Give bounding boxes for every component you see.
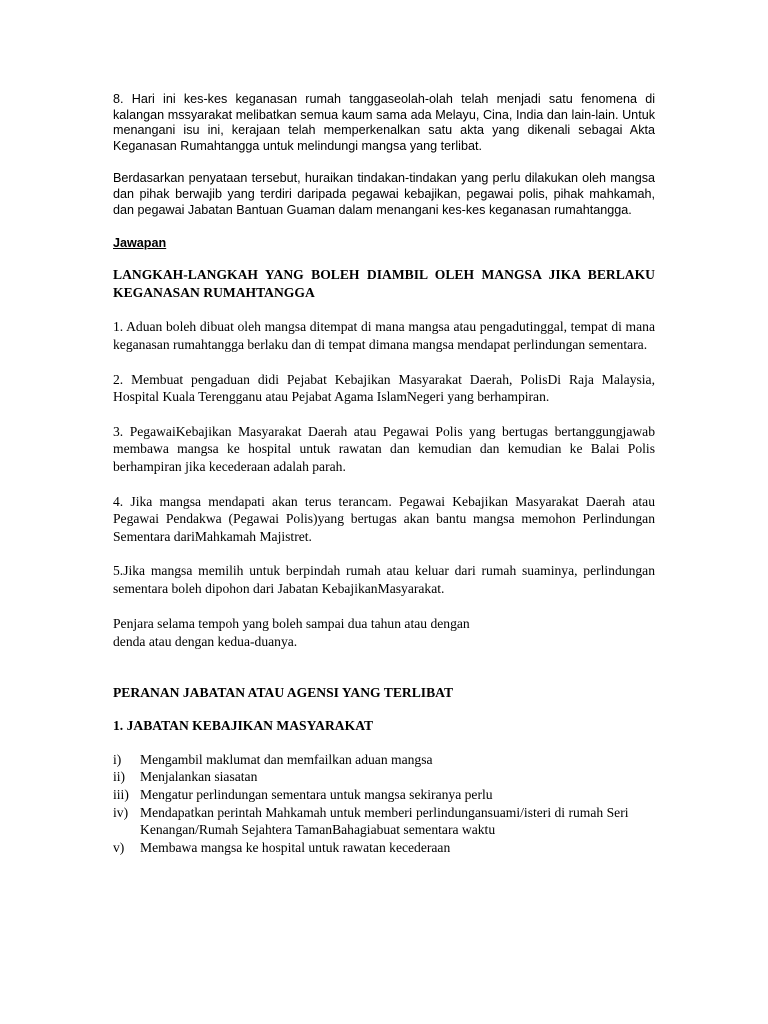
step-4: 4. Jika mangsa mendapati akan terus terancam. Pegawai Kebajikan Masyarakat Daerah atau Pegawai Pendakwa (Pegawai Polis)yang bertugas akan bantu mangsa memohon Perlindungan Sementara dariMahkamah Majistret. bbox=[113, 493, 655, 544]
list-item-text: Membawa mangsa ke hospital untuk rawatan kecederaan bbox=[140, 839, 451, 855]
list-item bbox=[113, 804, 655, 839]
penalty-paragraph bbox=[113, 615, 655, 650]
jkm-list bbox=[113, 751, 655, 857]
step-3: 3. PegawaiKebajikan Masyarakat Daerah atau Pegawai Polis yang bertugas bertanggungjawab membawa mangsa ke hospital untuk rawatan dan kemudian dan kemudian ke Balai Polis berhampiran jika kecederaan adalah parah. bbox=[113, 423, 655, 474]
list-item-text: Mendapatkan perintah Mahkamah untuk memberi perlindungansuami/isteri di rumah Seri Kenangan/Rumah Sejahtera TamanBahagiabuat sementara waktu bbox=[140, 804, 629, 838]
penalty-line-2: denda atau dengan kedua-duanya. bbox=[113, 634, 298, 650]
jkm-heading: 1. JABATAN KEBAJIKAN MASYARAKAT bbox=[113, 718, 374, 734]
list-item bbox=[113, 751, 655, 769]
step-2: 2. Membuat pengaduan didi Pejabat Kebajikan Masyarakat Daerah, PolisDi Raja Malaysia, Hospital Kuala Terengganu atau Pejabat Agama IslamNegeri yang berhampiran. bbox=[113, 371, 655, 405]
list-item-number: iii) bbox=[113, 787, 129, 803]
question-paragraph-2: Berdasarkan penyataan tersebut, huraikan tindakan-tindakan yang perlu dilakukan oleh mangsa dan pihak berwajib yang terdiri daripada pegawai kebajikan, pegawai polis, pihak mahkamah, dan pegawai Jabatan Bantuan Guaman dalam menangani kes-kes keganasan rumahtangga. bbox=[113, 171, 655, 217]
list-item-text: Mengambil maklumat dan memfailkan aduan mangsa bbox=[140, 751, 433, 767]
document-page bbox=[113, 92, 655, 856]
list-item-number: iv) bbox=[113, 804, 129, 820]
list-item-text: Menjalankan siasatan bbox=[140, 769, 258, 785]
steps-heading: LANGKAH-LANGKAH YANG BOLEH DIAMBIL OLEH MANGSA JIKA BERLAKU KEGANASAN RUMAHTANGGA bbox=[113, 267, 655, 300]
list-item bbox=[113, 768, 655, 786]
answer-label: Jawapan bbox=[113, 236, 167, 251]
question-paragraph-1: 8. Hari ini kes-kes keganasan rumah tanggaseolah-olah telah menjadi satu fenomena di kalangan mssyarakat melibatkan semua kaum sama ada Melayu, Cina, India dan lain-lain. Untuk menangani isu ini, kerajaan telah memperkenalkan satu akta yang dikenali sebagai Akta Keganasan Rumahtangga untuk melindungi mangsa yang terlibat. bbox=[113, 92, 655, 153]
list-item-number: v) bbox=[113, 839, 125, 855]
step-1: 1. Aduan boleh dibuat oleh mangsa ditempat di mana mangsa atau pengadutinggal, tempat di mana keganasan rumahtangga berlaku dan di tempat dimana mangsa mendapat perlindungan sementara. bbox=[113, 319, 655, 352]
list-item-text: Mengatur perlindungan sementara untuk mangsa sekiranya perlu bbox=[140, 787, 493, 803]
roles-heading: PERANAN JABATAN ATAU AGENSI YANG TERLIBAT bbox=[113, 684, 454, 700]
penalty-line-1: Penjara selama tempoh yang boleh sampai dua tahun atau dengan bbox=[113, 616, 470, 632]
list-item-number: ii) bbox=[113, 769, 126, 785]
step-5: 5.Jika mangsa memilih untuk berpindah rumah atau keluar dari rumah suaminya, perlindungan sementara boleh dipohon dari Jabatan KebajikanMasyarakat. bbox=[113, 563, 655, 596]
list-item bbox=[113, 839, 655, 857]
list-item-number: i) bbox=[113, 751, 122, 767]
list-item bbox=[113, 786, 655, 804]
